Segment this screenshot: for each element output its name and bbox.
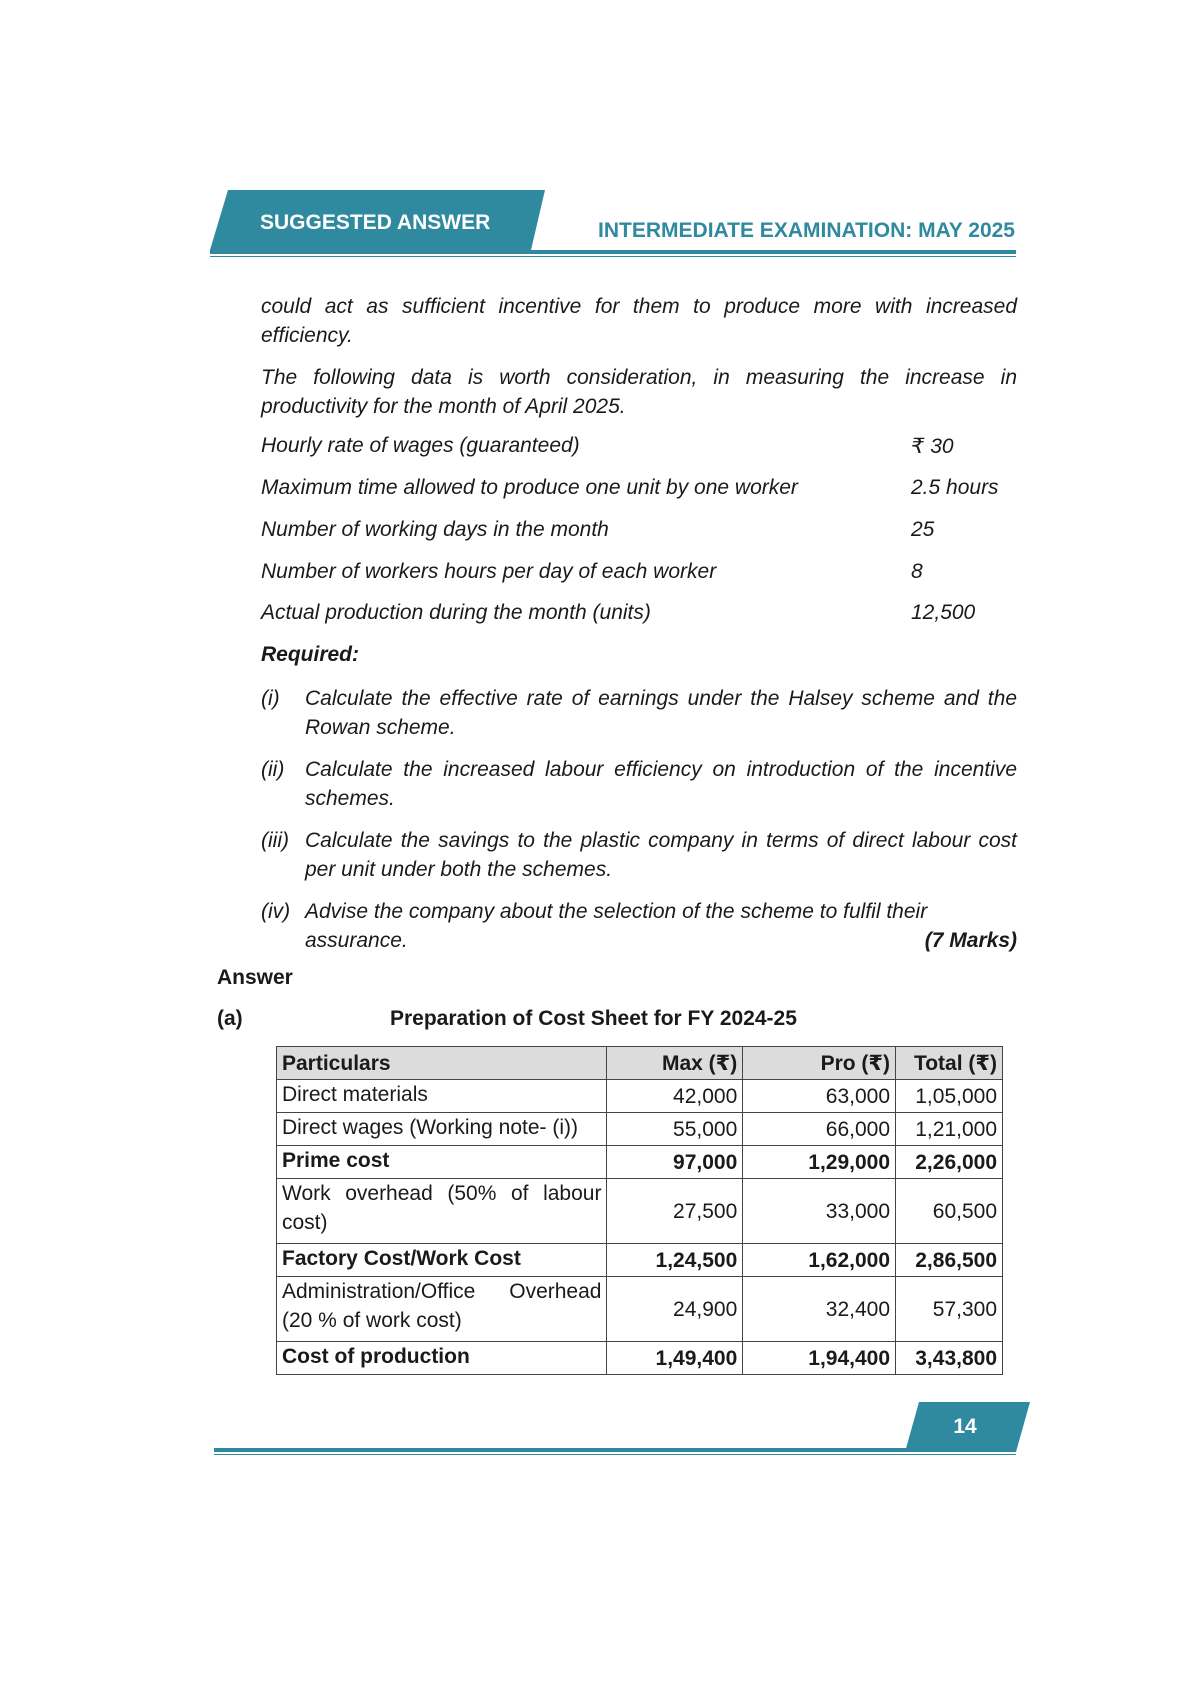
answer-heading: Answer [217, 966, 293, 989]
data-list-item [261, 476, 1021, 506]
cell-max: 27,500 [607, 1179, 743, 1244]
header-exam-title: INTERMEDIATE EXAMINATION: MAY 2025 [598, 219, 1015, 242]
part-label: (a) [217, 1007, 243, 1030]
cell-pro: 33,000 [743, 1179, 896, 1244]
data-label: Maximum time allowed to produce one unit by one worker [261, 476, 798, 499]
cell-max: 55,000 [607, 1113, 743, 1146]
table-row [277, 1179, 1003, 1244]
table-row [277, 1113, 1003, 1146]
cell-pro: 1,94,400 [743, 1342, 896, 1375]
table-row-total [277, 1342, 1003, 1375]
requirement-item [261, 826, 1017, 884]
data-list-item [261, 518, 1021, 548]
requirement-text: Calculate the increased labour efficiency on introduction of the incentive schemes. [305, 758, 1017, 810]
header-rule [210, 250, 1016, 254]
data-label: Number of working days in the month [261, 518, 609, 541]
requirement-number: (ii) [261, 758, 285, 781]
cell-total: 1,05,000 [896, 1080, 1003, 1113]
page-number: 14 [953, 1415, 977, 1438]
column-header: Max (₹) [607, 1047, 743, 1080]
data-list-item [261, 434, 1021, 464]
cost-sheet-table [276, 1046, 1003, 1375]
table-row-subtotal [277, 1146, 1003, 1179]
cell-particular: Direct materials [277, 1080, 607, 1113]
cell-total: 2,86,500 [896, 1244, 1003, 1277]
cell-particular: Direct wages (Working note- (i)) [277, 1113, 607, 1146]
cell-pro: 32,400 [743, 1277, 896, 1342]
data-value: 8 [911, 560, 923, 583]
cell-particular: Prime cost [277, 1146, 607, 1179]
header-rule-thin [210, 256, 1016, 257]
cell-pro: 1,29,000 [743, 1146, 896, 1179]
cell-particular: Cost of production [277, 1342, 607, 1375]
requirement-number: (iii) [261, 829, 289, 852]
cell-total: 1,21,000 [896, 1113, 1003, 1146]
data-value: ₹ 30 [911, 435, 954, 458]
footer-rule [214, 1448, 1016, 1452]
cell-max: 42,000 [607, 1080, 743, 1113]
requirement-item [261, 755, 1017, 813]
table-row [277, 1277, 1003, 1342]
cell-total: 2,26,000 [896, 1146, 1003, 1179]
cell-total: 57,300 [896, 1277, 1003, 1342]
requirement-text: Calculate the savings to the plastic company in terms of direct labour cost per unit under both the schemes. [305, 829, 1017, 881]
requirement-number: (i) [261, 687, 280, 710]
cell-total: 60,500 [896, 1179, 1003, 1244]
required-heading: Required: [261, 643, 360, 666]
data-value: 2.5 hours [911, 476, 999, 499]
marks-label: (7 Marks) [924, 929, 1017, 952]
column-header: Particulars [277, 1047, 607, 1080]
body-paragraph: The following data is worth consideration, in measuring the increase in productivity for the month of April 2025. [261, 366, 1017, 418]
data-label: Hourly rate of wages (guaranteed) [261, 434, 580, 457]
cell-particular: Administration/Office Overhead (20 % of work cost) [277, 1277, 607, 1342]
cell-pro: 63,000 [743, 1080, 896, 1113]
cell-max: 97,000 [607, 1146, 743, 1179]
requirement-text: Calculate the effective rate of earnings under the Halsey scheme and the Rowan scheme. [305, 687, 1017, 739]
data-label: Actual production during the month (units) [261, 601, 651, 624]
data-label: Number of workers hours per day of each worker [261, 560, 717, 583]
requirement-number: (iv) [261, 900, 291, 923]
cell-particular: Work overhead (50% of labour cost) [277, 1179, 607, 1244]
requirement-item [261, 684, 1017, 742]
cell-particular: Factory Cost/Work Cost [277, 1244, 607, 1277]
data-value: 25 [911, 518, 935, 541]
body-paragraph: could act as sufficient incentive for them to produce more with increased efficiency. [261, 295, 1017, 347]
cell-pro: 66,000 [743, 1113, 896, 1146]
table-title: Preparation of Cost Sheet for FY 2024-25 [390, 1007, 797, 1030]
table-row [277, 1080, 1003, 1113]
column-header: Pro (₹) [743, 1047, 896, 1080]
cell-max: 24,900 [607, 1277, 743, 1342]
data-list-item [261, 560, 1021, 590]
cell-pro: 1,62,000 [743, 1244, 896, 1277]
data-list-item [261, 601, 1021, 631]
column-header: Total (₹) [896, 1047, 1003, 1080]
cell-max: 1,49,400 [607, 1342, 743, 1375]
table-row-subtotal [277, 1244, 1003, 1277]
requirement-text: Advise the company about the selection of the scheme to fulfil their assurance. [305, 900, 928, 952]
footer-rule-thin [214, 1454, 1016, 1455]
data-value: 12,500 [911, 601, 976, 624]
header-section-label: SUGGESTED ANSWER [260, 211, 491, 234]
cell-total: 3,43,800 [896, 1342, 1003, 1375]
table-header-row [277, 1047, 1003, 1080]
requirement-item [261, 897, 1017, 955]
cell-max: 1,24,500 [607, 1244, 743, 1277]
